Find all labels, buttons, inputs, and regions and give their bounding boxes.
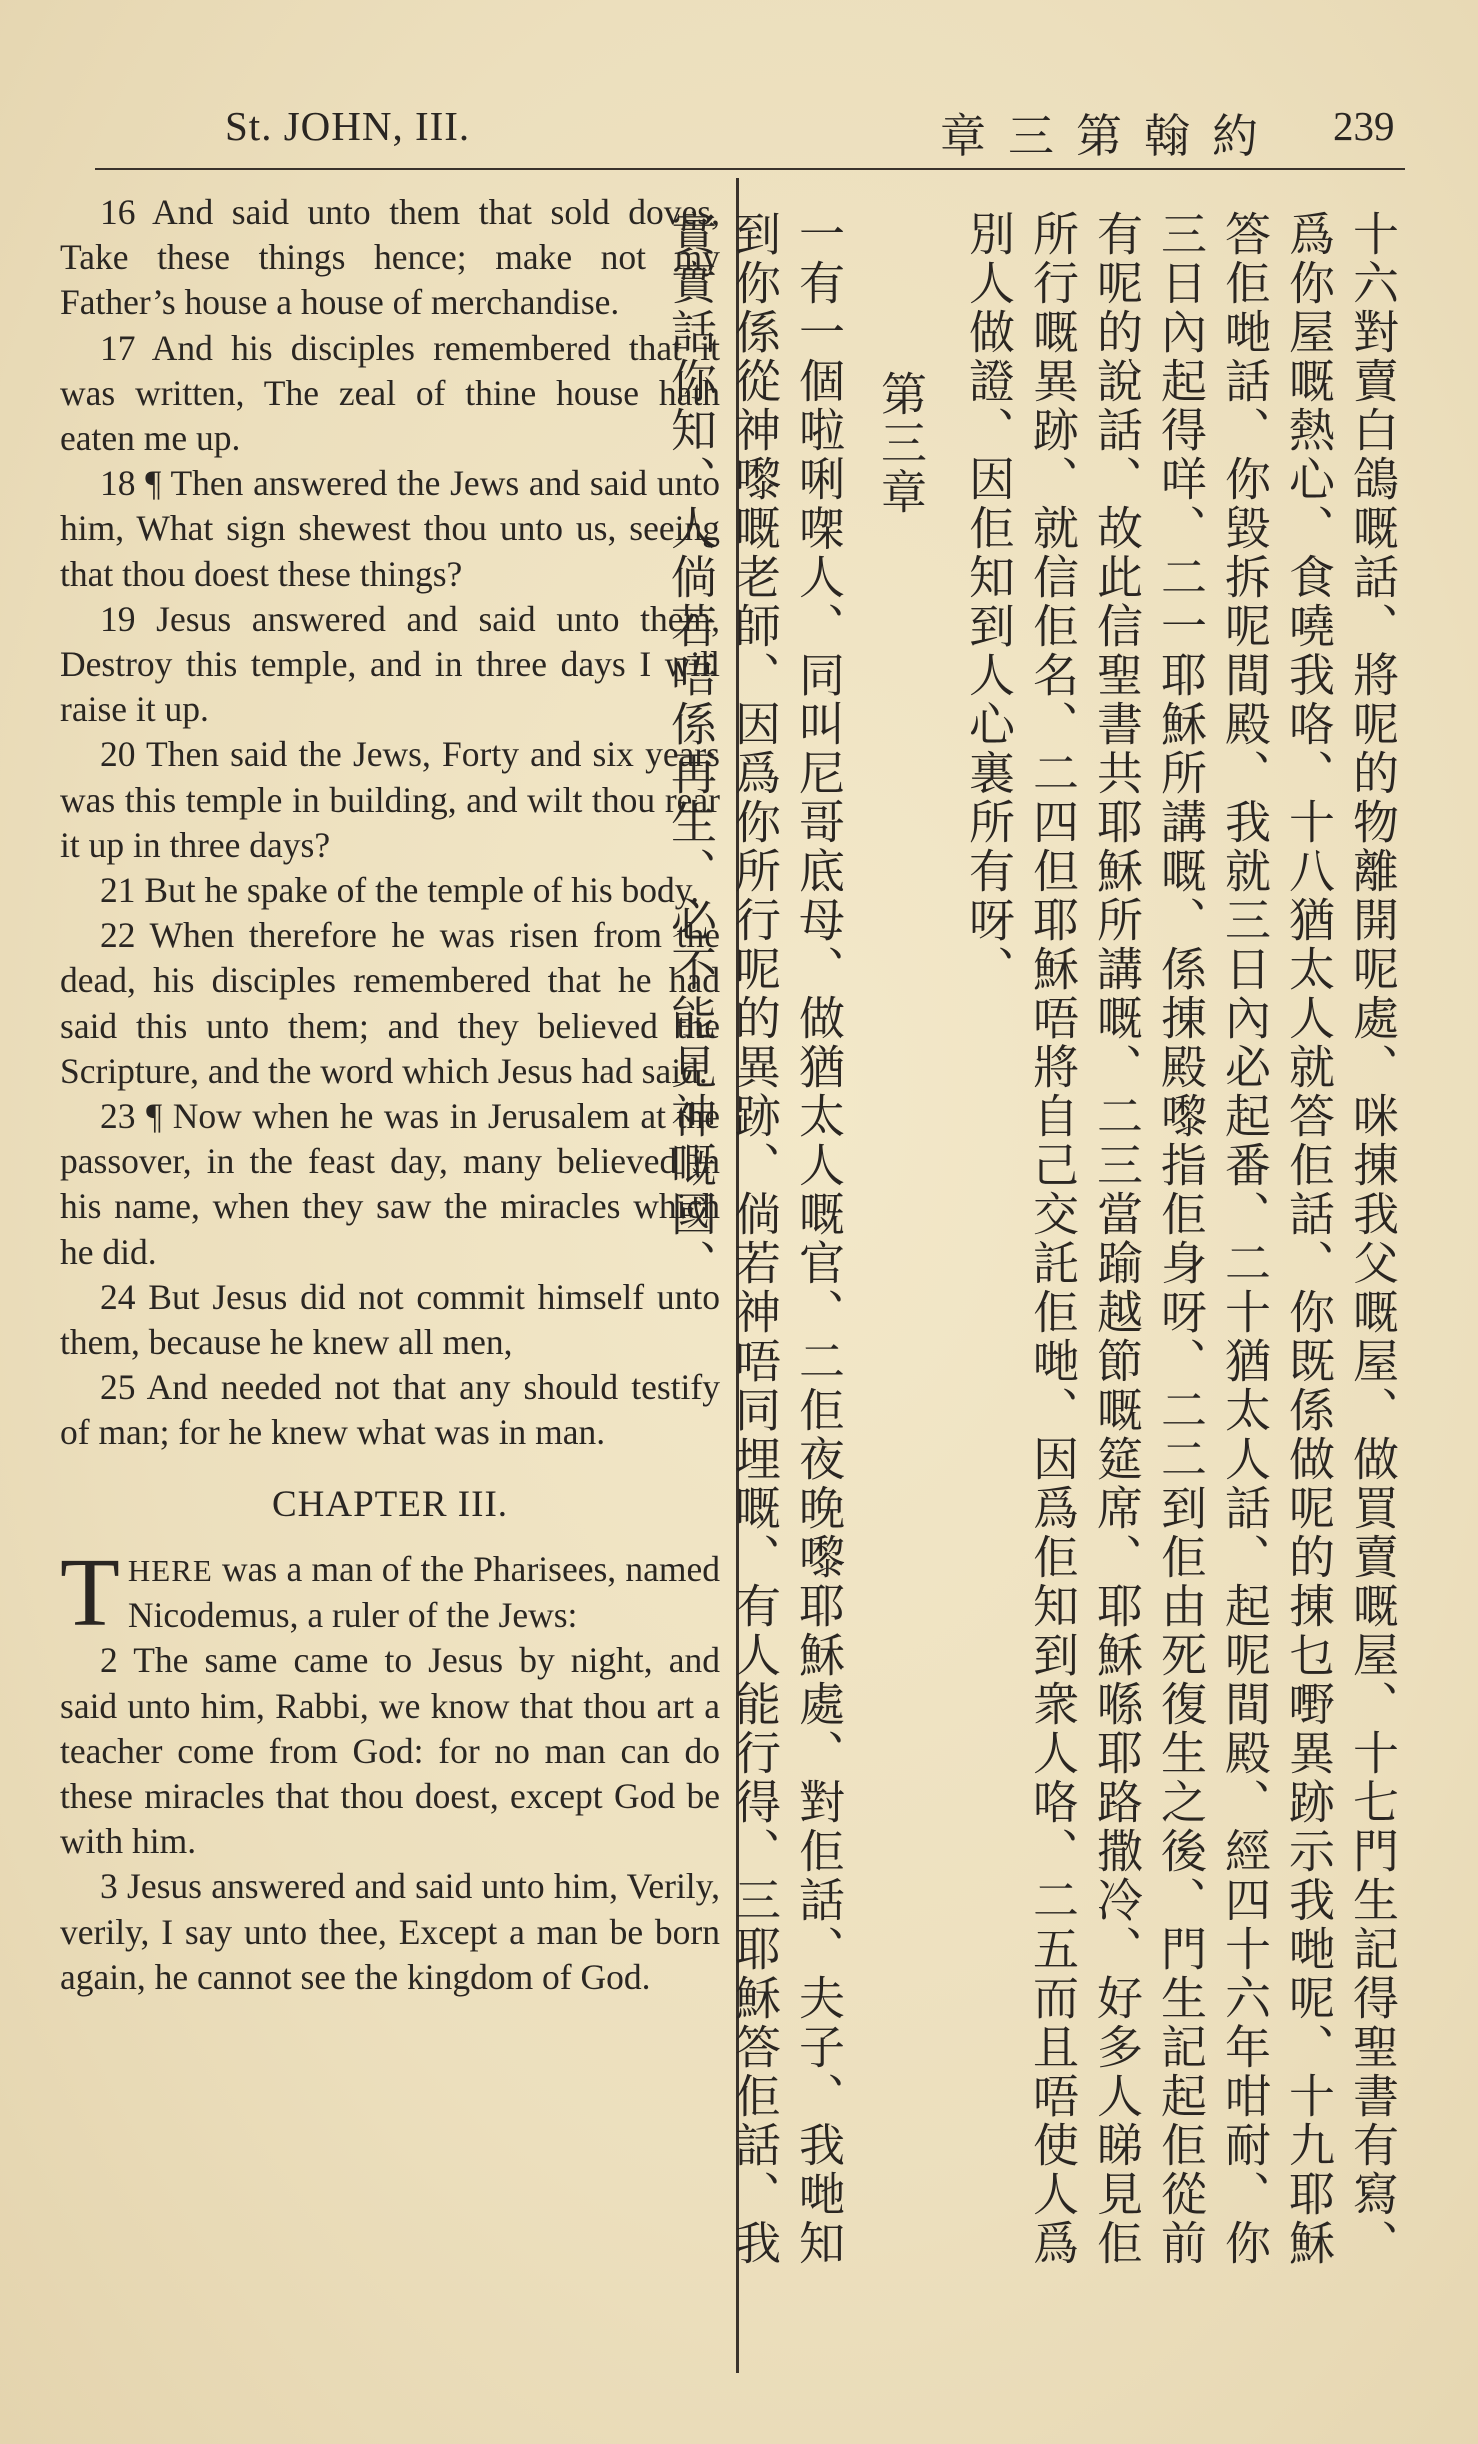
verse-24: 24 But Jesus did not commit himself unto them, because he knew all men, bbox=[60, 1276, 720, 1363]
chapter-3-verse-3: 3 Jesus answered and said unto him, Verily, verily, I say unto thee, Except a man be born again, he cannot see the kingdom of God. bbox=[60, 1866, 720, 1997]
verse-21: 21 But he spake of the temple of his body. bbox=[100, 870, 700, 911]
drop-cap: T bbox=[60, 1538, 120, 1647]
verse-19: 19 Jesus answered and said unto them, Destroy this temple, and in three days I will raise it up. bbox=[60, 598, 720, 730]
running-head-chinese: 章三第翰約 bbox=[940, 111, 1280, 162]
page-number: 239 bbox=[1333, 103, 1395, 149]
english-column bbox=[60, 190, 720, 2000]
running-head-english: St. JOHN, III. bbox=[225, 103, 471, 149]
verse-23: 23 ¶ Now when he was in Jerusalem at the passover, in the feast day, many believed in his name, when they saw the miracles which he did. bbox=[60, 1096, 720, 1272]
verse-16: 16 And said unto them that sold doves, Take these things hence; make not my Father’s house a house of merchandise. bbox=[60, 192, 720, 323]
verse-20: 20 Then said the Jews, Forty and six years was this temple in building, and wilt thou rear it up in three days? bbox=[60, 734, 720, 865]
header-rule bbox=[95, 168, 1405, 170]
verse-22: 22 When therefore he was risen from the dead, his disciples remembered that he had said this unto them; and they believed the Scripture, and the word which Jesus had said. bbox=[60, 915, 720, 1091]
verse-25: 25 And needed not that any should testify of man; for he knew what was in man. bbox=[60, 1367, 720, 1453]
chinese-column bbox=[664, 210, 1405, 2310]
chapter-heading: CHAPTER III. bbox=[271, 1483, 509, 1525]
chinese-chapter-heading: 第三章 bbox=[874, 370, 928, 517]
verse-17: 17 And his disciples remembered that it was written, The zeal of thine house hath eaten me up. bbox=[60, 327, 720, 459]
chinese-text-chapter-3: 一有一個啦唎㗎人、同叫尼哥底母、做猶太人嘅官、二佢夜晚嚟耶穌處、對佢話、夫子、我哋知到你係從神嚟嘅老師、因爲你所行呢的異跡、倘若神唔同埋嘅、有人能行得、三耶穌答佢話、我實實話你知、人倘若唔係再生、必不能見神嘅國、 bbox=[664, 210, 846, 2268]
verse-1-text: was a man of the Pharisees, named Nicodemus, a ruler of the Jews: bbox=[127, 1548, 720, 1636]
verse-18: 18 ¶ Then answered the Jews and said unto him, What sign shewest thou unto us, seeing that thou doest these things? bbox=[60, 463, 720, 594]
chinese-text-chapter-2: 十六對賣白鴿嘅話、將呢的物離開呢處、咪㨂我父嘅屋、做買賣嘅屋、十七門生記得聖書有寫、爲你屋嘅熱心、食嘵我咯、十八猶太人就答佢話、你既係做呢的㨂乜嘢異跡示我哋呢、十九耶穌答佢哋話、你毀拆呢間殿、我就三日內必起番、二十猶太人話、起呢間殿、經四十六年咁耐、你三日內起得咩、二一耶穌所講嘅、係㨂殿嚟指佢身呀、二二到佢由死復生之後、門生記起佢從前有呢的說話、故此信聖書共耶穌所講嘅、二三當踰越節嘅筵席、耶穌喺耶路撒冷、好多人睇見佢所行嘅異跡、就信佢名、二四但耶穌唔將自己交託佢哋、因爲佢知到衆人咯、二五而且唔使人爲別人做證、因佢知到人心裏所有呀、 bbox=[962, 210, 1400, 2268]
chapter-3-verse-1 bbox=[60, 1538, 720, 1647]
verse-1-smallcaps: HERE bbox=[127, 1552, 213, 1588]
chapter-3-verse-2: 2 The same came to Jesus by night, and said unto him, Rabbi, we know that thou art a teacher come from God: for no man can do these miracles that thou doest, except God be with him. bbox=[60, 1640, 720, 1862]
